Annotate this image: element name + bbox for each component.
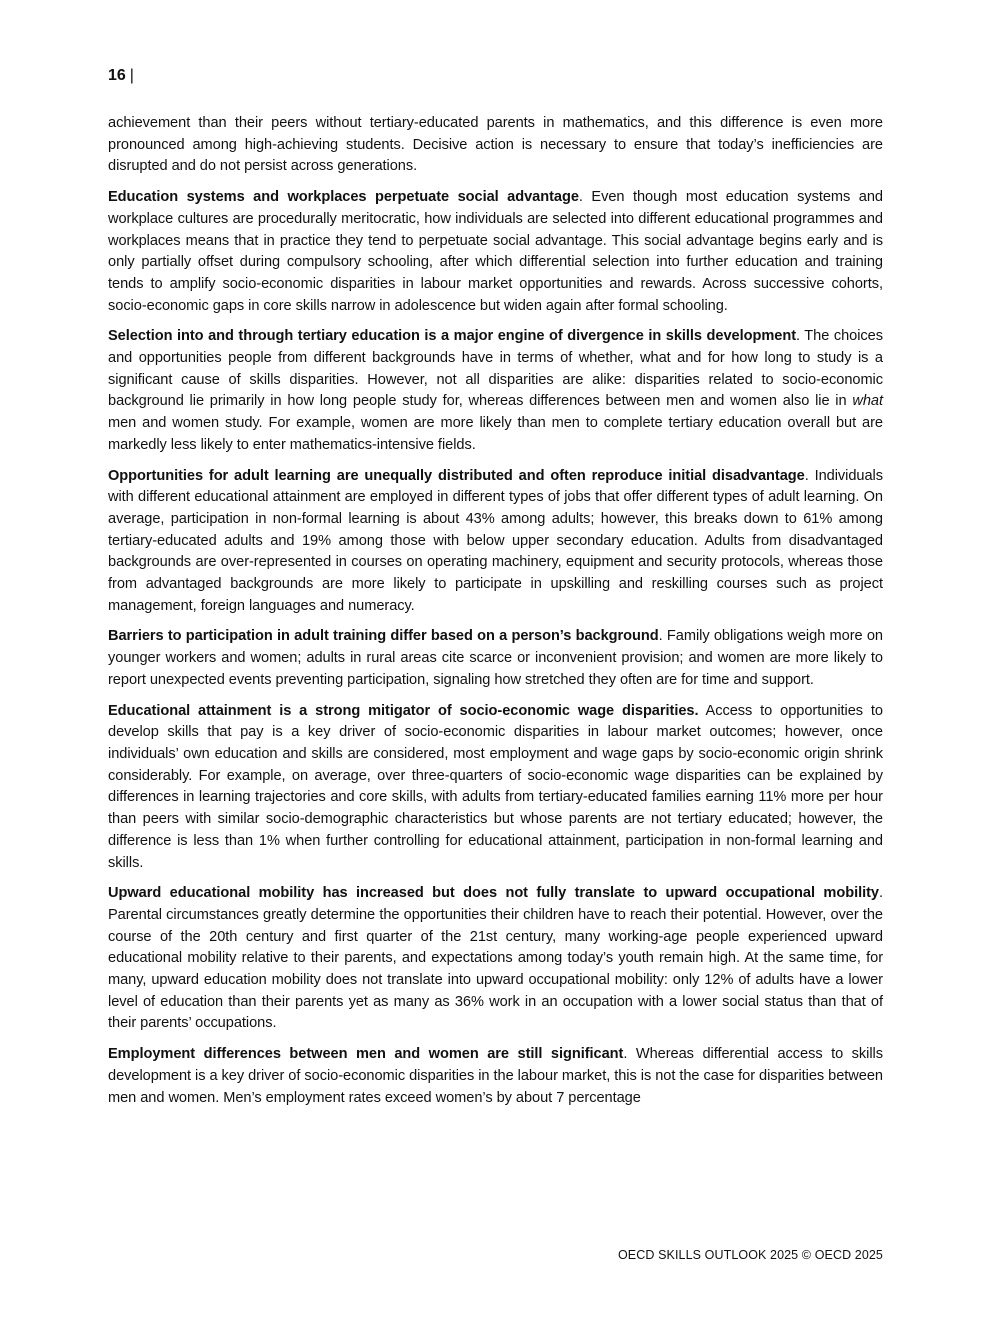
paragraph-training-barriers [108, 626, 883, 691]
paragraph-text: . Family obligations weigh more on younger workers and women; adults in rural areas cite scarce or inconvenient provision; and women are more likely to report unexpected events preventing participation, signaling how stretched they often are for time and support. [108, 628, 883, 688]
paragraph-text: . Individuals with different educational attainment are employed in different types of jobs that offer different types of adult learning. On average, participation in non-formal learning is about 43% among adults; however, this breaks down to 61% among tertiary-educated adults and 19% among those with below upper secondary education. Adults from disadvantaged backgrounds are over-represented in courses on operating machinery, equipment and security protocols, whereas those from advantaged backgrounds are more likely to participate in upskilling and reskilling courses such as project management, foreign languages and numeracy. [108, 467, 883, 614]
paragraph-text-continued: men and women study. For example, women are more likely than men to complete tertiary education overall but are markedly less likely to enter mathematics-intensive fields. [108, 415, 883, 453]
paragraph-lead: Employment differences between men and women are still significant [108, 1046, 624, 1063]
paragraph-text: achievement than their peers without tertiary-educated parents in mathematics, and this difference is even more pronounced among high-achieving students. Decisive action is necessary to ensure that today’s inefficiencies are disrupted and do not persist across generations. [108, 115, 883, 175]
paragraph-lead: Upward educational mobility has increased but does not fully translate to upward occupational mobility [108, 885, 879, 902]
paragraph-wage-disparities [108, 701, 883, 875]
paragraph-lead: Selection into and through tertiary education is a major engine of divergence in skills development [108, 328, 796, 345]
paragraph-educational-mobility [108, 883, 883, 1035]
paragraph-text: Access to opportunities to develop skills that pay is a key driver of socio-economic disparities in labour market outcomes; however, once individuals’ own education and skills are considered, most employment and wage gaps by socio-economic origin shrink considerably. For example, on average, over three-quarters of socio-economic wage disparities can be explained by differences in learning trajectories and core skills, with adults from tertiary-educated families earning 11% more per hour than peers with similar socio-demographic characteristics but whose parents are not tertiary educated; however, the difference is less than 1% when further controlling for educational attainment, participation in non-formal learning and skills. [108, 702, 884, 871]
paragraph-lead: Educational attainment is a strong mitigator of socio-economic wage disparities. [108, 702, 699, 719]
page-number-separator: | [129, 67, 134, 84]
page-footer: OECD SKILLS OUTLOOK 2025 © OECD 2025 [617, 1248, 883, 1262]
paragraph-emphasis: what [852, 393, 883, 410]
paragraph-tertiary-selection [108, 326, 883, 456]
paragraph-intro-continuation [108, 113, 883, 178]
paragraph-lead: Opportunities for adult learning are unequally distributed and often reproduce initial disadvantage [108, 467, 805, 484]
paragraph-employment-gender [108, 1044, 883, 1109]
paragraph-text: . The choices and opportunities people from different backgrounds have in terms of whether, what and for how long to study is a significant cause of skills disparities. However, not all disparities are alike: disparities related to socio-economic background lie primarily in how long people study for, whereas differences between men and women also lie in [108, 328, 883, 410]
body-text [108, 113, 883, 1118]
paragraph-lead: Barriers to participation in adult training differ based on a person’s background [108, 628, 659, 645]
paragraph-text: . Even though most education systems and workplace cultures are procedurally meritocratic, how individuals are selected into different educational programmes and workplaces means that in practice they tend to perpetuate social advantage. This social advantage begins early and is only partially offset during compulsory schooling, after which differential selection into further education and training tends to amplify socio-economic disparities in labour market opportunities and rewards. Across successive cohorts, socio-economic gaps in core skills narrow in adolescence but widen again after formal schooling. [108, 189, 883, 314]
paragraph-lead: Education systems and workplaces perpetuate social advantage [108, 189, 579, 206]
page-number [108, 66, 134, 86]
page-number-value: 16 [108, 67, 126, 84]
paragraph-social-advantage [108, 187, 883, 317]
paragraph-adult-learning [108, 466, 883, 618]
paragraph-text: . Whereas differential access to skills development is a key driver of socio-economic disparities in the labour market, this is not the case for disparities between men and women. Men’s employment rates exceed women’s by about 7 percentage [108, 1046, 883, 1106]
paragraph-text: . Parental circumstances greatly determine the opportunities their children have to reach their potential. However, over the course of the 20th century and first quarter of the 21st century, many working-age people experienced upward educational mobility relative to their parents, and expectations among today’s youth remain high. At the same time, for many, upward education mobility does not translate into upward occupational mobility: only 12% of adults have a lower level of education than their parents yet as many as 36% work in an occupation with a lower social status than that of their parents’ occupations. [108, 885, 883, 1032]
